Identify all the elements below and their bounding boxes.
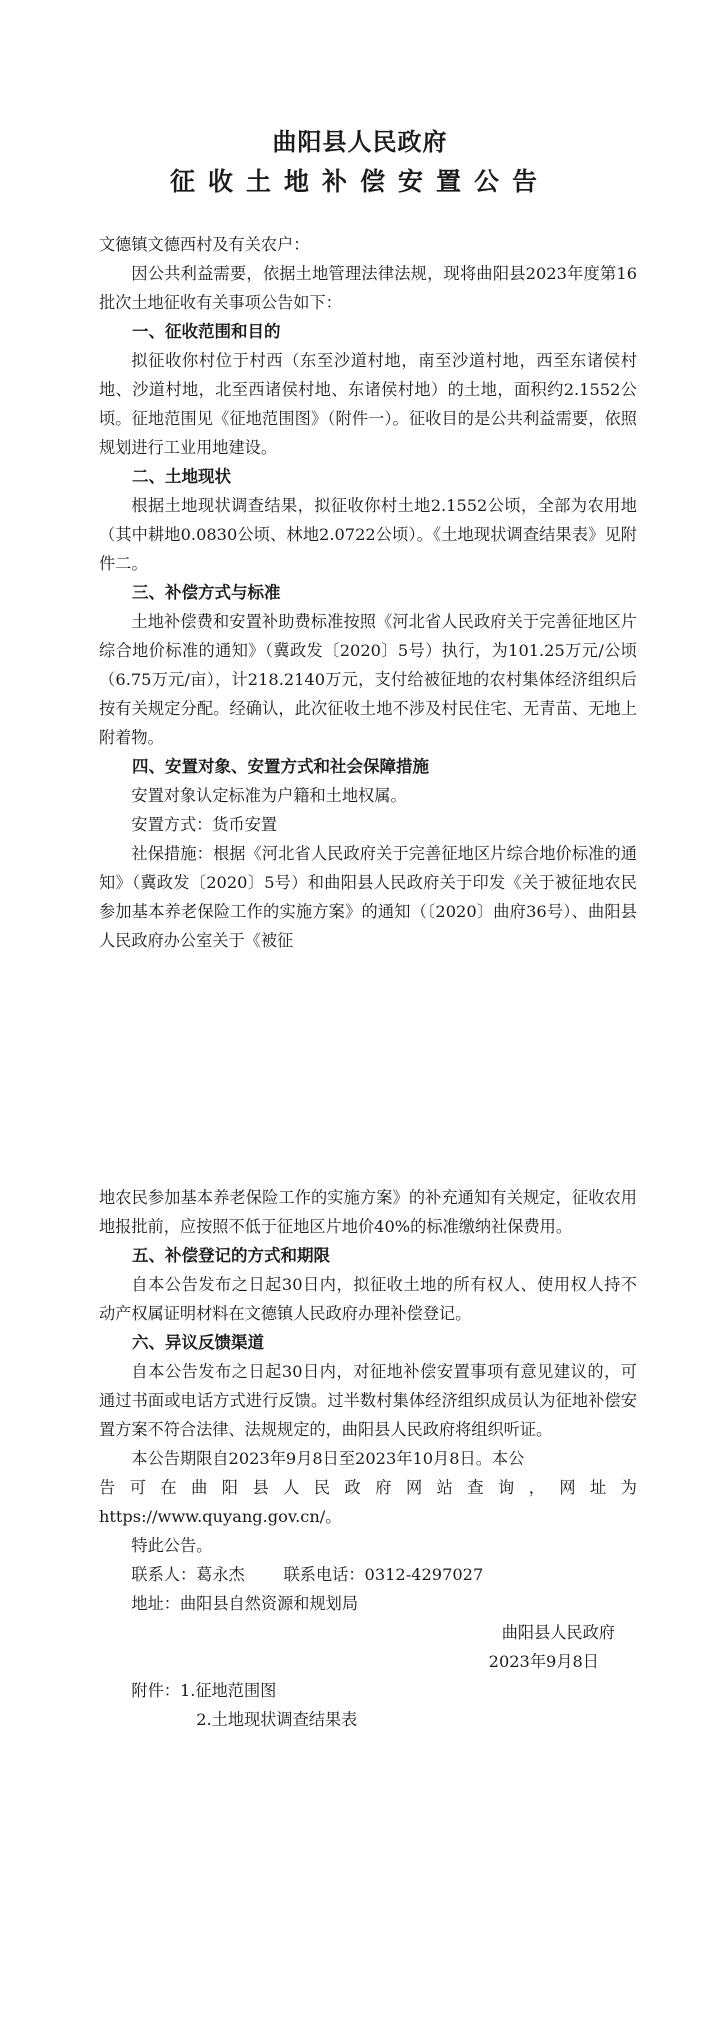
signature-date: 2023年9月8日 (488, 1652, 599, 1671)
section-4-heading: 四、安置对象、安置方式和社会保障措施 (132, 757, 429, 776)
contact-address: 地址：曲阳县自然资源和规划局 (131, 1594, 359, 1613)
intro-paragraph: 因公共利益需要，依据土地管理法律法规，现将曲阳县2023年度第16批次土地征收有关事项公告如下： (99, 264, 637, 312)
attachment-2: 2.土地现状调查结果表 (196, 1710, 358, 1729)
section-3-text: 土地补偿费和安置补助费标准按照《河北省人民政府关于完善征地区片综合地价标准的通知》（冀政发〔2020〕5号）执行，为101.25万元/公顷（6.75万元/亩），计218.2140万元，支付给被征地的农村集体经济组织后按有关规定分配。经确认，此次征收土地不涉及村民住宅、无青苗、无地上附着物。 (99, 612, 637, 747)
section-2-heading: 二、土地现状 (132, 467, 231, 486)
section-2-text: 根据土地现状调查结果，拟征收你村土地2.1552公顷，全部为农用地（其中耕地0.0830公顷、林地2.0722公顷）。《土地现状调查结果表》见附件二。 (99, 496, 637, 573)
section-1-text: 拟征收你村位于村西（东至沙道村地，南至沙道村地，西至东诸侯村地、沙道村地，北至西诸侯村地、东诸侯村地）的土地，面积约2.1552公顷。征地范围见《征地范围图》（附件一）。征收目的是公共利益需要，依照规划进行工业用地建设。 (99, 351, 637, 457)
document-body (99, 230, 637, 1734)
contact-person: 联系人：葛永杰 (131, 1565, 245, 1584)
contact-phone: 联系电话：0312-4297027 (283, 1565, 484, 1584)
attachment-1: 附件：1.征地范围图 (131, 1681, 277, 1700)
issuer-title: 曲阳县人民政府 (272, 128, 448, 156)
section-4-social-security-part2: 地农民参加基本养老保险工作的实施方案》的补充通知有关规定，征收农用地报批前，应按照不低于征地区片地价40%的标准缴纳社保费用。 (99, 1188, 637, 1236)
section-4-resettlement-criteria: 安置对象认定标准为户籍和土地权属。 (131, 786, 407, 805)
section-3-heading: 三、补偿方式与标准 (132, 583, 281, 602)
section-6-heading: 六、异议反馈渠道 (132, 1333, 264, 1352)
addressee: 文德镇文德西村及有关农户： (99, 235, 310, 254)
announcement-title: 征收土地补偿安置公告 (169, 167, 550, 196)
period-line-2: 告可在曲阳县人民政府网站查询，网址为 (99, 1478, 637, 1497)
section-4-social-security-part1: 社保措施：根据《河北省人民政府关于完善征地区片综合地价标准的通知》（冀政发〔2020〕5号）和曲阳县人民政府关于印发《关于被征地农民参加基本养老保险工作的实施方案》的通知（〔2020〕曲府36号）、曲阳县人民政府办公室关于《被征 (99, 844, 637, 950)
closing-remark: 特此公告。 (131, 1536, 213, 1555)
period-line-1: 本公告期限自2023年9月8日至2023年10月8日。本公 (131, 1449, 525, 1468)
contact-line (99, 1560, 637, 1589)
section-5-text: 自本公告发布之日起30日内，拟征收土地的所有权人、使用权人持不动产权属证明材料在文德镇人民政府办理补偿登记。 (99, 1275, 637, 1323)
blank-gap (99, 955, 637, 1183)
signature-issuer: 曲阳县人民政府 (501, 1623, 615, 1642)
section-6-text: 自本公告发布之日起30日内，对征地补偿安置事项有意见建议的，可通过书面或电话方式进行反馈。过半数村集体经济组织成员认为征地补偿安置方案不符合法律、法规规定的，曲阳县人民政府将组织听证。 (99, 1362, 637, 1439)
section-1-heading: 一、征收范围和目的 (132, 322, 281, 341)
section-4-resettlement-method: 安置方式：货币安置 (131, 815, 278, 834)
section-5-heading: 五、补偿登记的方式和期限 (132, 1246, 330, 1265)
website-url: https://www.quyang.gov.cn/。 (99, 1507, 342, 1526)
